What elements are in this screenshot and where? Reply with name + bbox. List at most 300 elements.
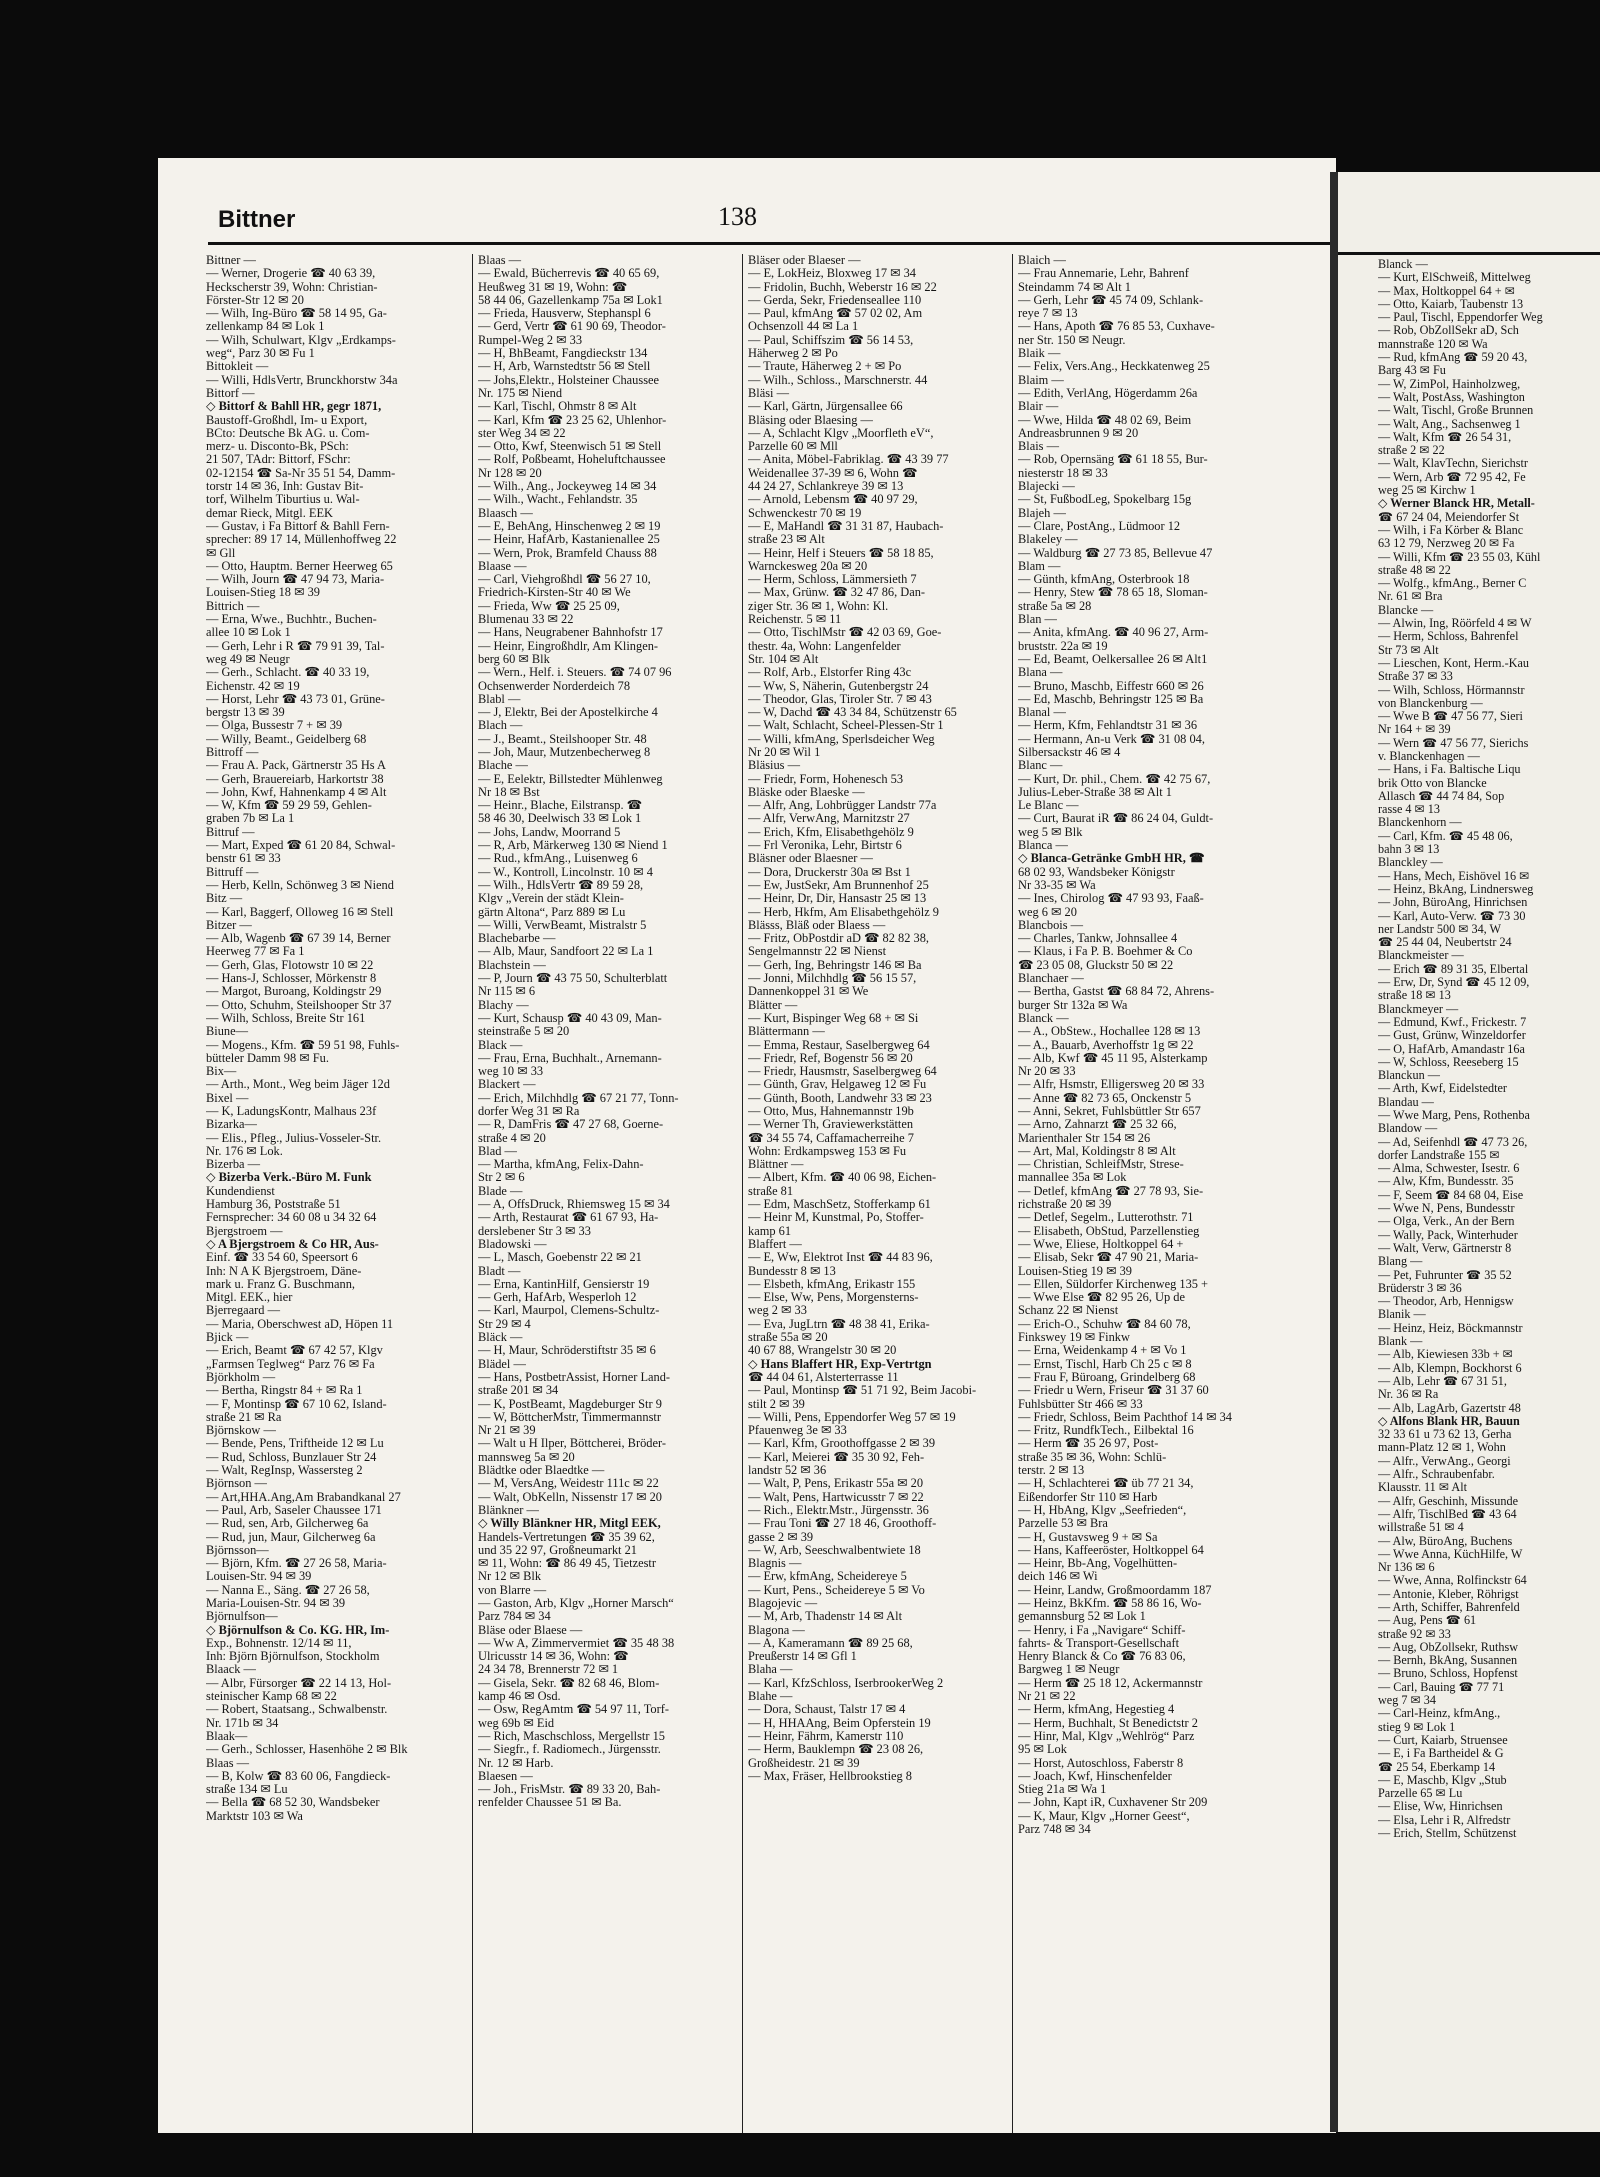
directory-entry-line: — Wern, Prok, Bramfeld Chauss 88 [478,546,657,560]
surname-heading: Bittokleit — [206,360,269,374]
directory-entry-line: deich 146 ✉ Wi [1018,1570,1098,1584]
surname-heading: Blahe — [748,1690,793,1704]
directory-entry-line: Nr. 176 ✉ Lok. [206,1144,283,1158]
surname-heading: Blätter — [748,998,798,1012]
directory-entry-line: weg 7 ✉ 34 [1378,1694,1436,1708]
directory-entry-line: — Heinz, BkAng, Lindnersweg [1378,882,1534,896]
column-divider [742,254,743,2133]
directory-entry-line: 02-12154 ☎ Sa-Nr 35 51 54, Damm- [206,466,396,480]
surname-heading: Blanal — [1018,706,1066,720]
directory-entry-line: — Björn, Kfm. ☎ 27 26 58, Maria- [206,1557,387,1571]
directory-entry-line: — W, BöttcherMstr, Timmermannstr [478,1410,661,1424]
directory-entry-line: — Edm, MaschSetz, Stofferkamp 61 [748,1198,931,1212]
directory-entry-line: straße 35 ✉ 36, Wohn: Schlü- [1018,1450,1167,1464]
directory-entry-line: — Heinr, Dr, Dir, Hansastr 25 ✉ 13 [748,892,927,906]
directory-entry-line: Louisen-Stieg 18 ✉ 39 [206,586,320,600]
surname-heading: Blaack — [206,1663,256,1677]
directory-entry-line: — W, ZimPol, Hainholzweg, [1378,377,1521,391]
directory-entry-line: dorfer Landstraße 155 ✉ [1378,1148,1500,1162]
directory-entry-line: — Arth, Schiffer, Bahrenfeld [1378,1600,1520,1614]
directory-entry-line: — Frau Annemarie, Lehr, Bahrenf [1018,267,1189,281]
directory-entry-line: — Paul, Tischl, Eppendorfer Weg [1378,311,1543,325]
directory-entry-line: — Ad, Seifenhdl ☎ 47 73 26, [1378,1135,1528,1149]
facing-page [1338,172,1600,2132]
directory-entry-line: — Henry, i Fa „Navigare“ Schiff- [1018,1623,1186,1637]
directory-entry-line: — Erw, kfmAng, Scheidereye 5 [748,1570,907,1584]
directory-entry-line: — Frieda, Hausverw, Stephanspl 6 [478,307,651,321]
directory-entry-line: — Friedr u Wern, Friseur ☎ 31 37 60 [1018,1384,1209,1398]
directory-entry-line: ☎ 25 44 04, Neubertstr 24 [1378,936,1512,950]
directory-entry-line: — J., Beamt., Steilshooper Str. 48 [478,732,647,746]
directory-entry-line: — Karl, Kfm, Groothoffgasse 2 ✉ 39 [748,1437,936,1451]
directory-entry-line: Nr. 36 ✉ Ra [1378,1388,1439,1402]
directory-entry-line: Parz 748 ✉ 34 [1018,1823,1091,1837]
directory-entry-line: — O, HafArb, Amandastr 16a [1378,1042,1525,1056]
surname-heading: Biune— [206,1025,248,1039]
directory-entry-line: Parz 784 ✉ 34 [478,1610,551,1624]
directory-entry-line: — Gerh, Ing, Behringstr 146 ✉ Ba [748,958,922,972]
directory-entry-line: — Erich, Milchhdlg ☎ 67 21 77, Tonn- [478,1091,679,1105]
directory-entry-line: Kundendienst [206,1184,275,1198]
directory-entry-line: — Heinr, Bb-Ang, Vogelhütten- [1018,1557,1178,1571]
directory-entry-line: Eichenstr. 42 ✉ 19 [206,679,300,693]
directory-entry-line: — Wilh., HdlsVertr ☎ 89 59 28, [478,878,644,892]
directory-entry-line: — Friedr, Schloss, Beim Pachthof 14 ✉ 34 [1018,1410,1232,1424]
directory-entry-line: — Horst, Autoschloss, Faberstr 8 [1018,1756,1184,1770]
directory-entry-line: — Karl, Maurpol, Clemens-Schultz- [478,1304,660,1318]
directory-entry-line: — H, Gustavsweg 9 + ✉ Sa [1018,1530,1158,1544]
directory-entry-line: — Paul, Schiffszim ☎ 56 14 53, [748,333,914,347]
directory-entry-line: torf, Wilhelm Tiburtius u. Wal- [206,493,360,507]
directory-entry-line: steinischer Kamp 68 ✉ 22 [206,1690,337,1704]
surname-heading: Blach — [478,719,523,733]
directory-entry-line: Nr 164 + ✉ 39 [1378,723,1451,737]
facing-header-rule [1338,252,1600,255]
directory-entry-line: — Rud, jun, Maur, Gilcherweg 6a [206,1530,376,1544]
directory-entry-line: Brüderstr 3 ✉ 36 [1378,1281,1462,1295]
directory-entry-line: — Wilh, Journ ☎ 47 94 73, Maria- [206,573,385,587]
directory-entry-line: — Wwe Else ☎ 82 95 26, Up de [1018,1291,1185,1305]
directory-entry-line: Louisen-Stieg 19 ✉ 39 [1018,1264,1132,1278]
directory-entry-line: — Heinr., Blache, Eilstransp. ☎ [478,799,643,813]
directory-entry-line: — Wern., Helf. i. Steuers. ☎ 74 07 96 [478,666,672,680]
surname-heading: Bittruf — [206,825,255,839]
column-4 [1018,254,1280,2133]
directory-entry-line: — R, Arb, Märkerweg 130 ✉ Niend 1 [478,839,668,853]
surname-heading: Blais — [1018,440,1059,454]
directory-entry-line: — Nanna E., Säng. ☎ 27 26 58, [206,1583,370,1597]
directory-entry-line: — Walt, RegInsp, Wassersteg 2 [206,1464,363,1478]
directory-entry-line: — Wilh., Ang., Jockeyweg 14 ✉ 34 [478,480,657,494]
surname-heading: Bizerba — [206,1158,261,1172]
directory-entry-line: — Karl, Tischl, Ohmstr 8 ✉ Alt [478,400,637,414]
directory-entry-line: — Max, Holtkoppel 64 + ✉ [1378,284,1515,298]
surname-heading: Blädel — [478,1357,526,1371]
directory-entry-line: — Karl, Kfm ☎ 23 25 62, Uhlenhor- [478,413,667,427]
directory-entry-line: — Otto, Hauptm. Berner Heerweg 65 [206,559,393,573]
directory-entry-line: — Mogens., Kfm. ☎ 59 51 98, Fuhls- [206,1038,400,1052]
directory-entry-line: — Wern, Arb ☎ 72 95 42, Fe [1378,470,1526,484]
directory-entry-line: — H, BhBeamt, Fangdieckstr 134 [478,347,648,361]
directory-entry-line: — Wwe, Anna, Rolfinckstr 64 [1378,1574,1527,1588]
directory-entry-line: Finkswey 19 ✉ Finkw [1018,1331,1130,1345]
surname-heading: Bläsing oder Blaesing — [748,413,873,427]
directory-entry-line: — A., Bauarb, Averhoffstr 1g ✉ 22 [1018,1038,1194,1052]
directory-entry-line: — Arno, Zahnarzt ☎ 25 32 66, [1018,1118,1177,1132]
directory-entry-line: niesterstr 18 ✉ 33 [1018,466,1108,480]
directory-entry-line: — Fridolin, Buchh, Weberstr 16 ✉ 22 [748,280,937,294]
directory-entry-line: — H, HbAng, Klgv „Seefrieden“, [1018,1503,1187,1517]
directory-entry-line: — John, BüroAng, Hinrichsen [1378,896,1528,910]
directory-entry-line: — Gerh, Brauereiarb, Harkortstr 38 [206,772,384,786]
directory-entry-line: steinstraße 5 ✉ 20 [478,1025,570,1039]
surname-heading: Blättermann — [748,1025,825,1039]
directory-entry-line: weg 2 ✉ 33 [748,1304,807,1318]
directory-entry-line: Schanz 22 ✉ Nienst [1018,1304,1119,1318]
directory-entry-line: — Willi, HdlsVertr, Brunckhorstw 34a [206,373,398,387]
directory-entry-line: — Alfr., VerwAng., Georgi [1378,1454,1511,1468]
surname-heading: Blaas — [206,1756,250,1770]
directory-entry-line: Andreasbrunnen 9 ✉ 20 [1018,426,1139,440]
directory-entry-line: Nr 33-35 ✉ Wa [1018,878,1096,892]
directory-entry-line: — Wwe, Hilda ☎ 48 02 69, Beim [1018,413,1192,427]
directory-entry-line: willstraße 51 ✉ 4 [1378,1521,1464,1535]
directory-entry-line: Inh: N A K Bjergstroem, Däne- [206,1264,362,1278]
directory-entry-line: — E, LokHeiz, Bloxweg 17 ✉ 34 [748,267,916,281]
directory-entry-line: — H, HHAAng, Beim Opferstein 19 [748,1716,931,1730]
directory-entry-line: — Otto, Kaiarb, Taubenstr 13 [1378,297,1524,311]
directory-entry-line: Maria-Louisen-Str. 94 ✉ 39 [206,1596,346,1610]
surname-heading: Black — [478,1038,523,1052]
directory-entry-line: — M, VersAng, Weidestr 111c ✉ 22 [478,1477,659,1491]
surname-heading: Blänkner — [478,1503,539,1517]
directory-entry-line: straße 23 ✉ Alt [748,533,825,547]
directory-entry-line: derslebener Str 3 ✉ 33 [478,1224,591,1238]
directory-entry-line: — Otto, Kwf, Steenwisch 51 ✉ Stell [478,440,662,454]
directory-entry-line: Sengelmannstr 22 ✉ Nienst [748,945,887,959]
directory-entry-line: Barg 43 ✉ Fu [1378,364,1446,378]
directory-entry-line: — Walt, Schlacht, Scheel-Plessen-Str 1 [748,719,944,733]
directory-entry-line: richstraße 20 ✉ 39 [1018,1198,1112,1212]
directory-entry-line: Heckscherstr 39, Wohn: Christian- [206,280,378,294]
directory-entry-line: — Friedr, Form, Hohenesch 53 [748,772,904,786]
directory-entry-line: Str. 104 ✉ Alt [748,652,819,666]
directory-entry-line: — Wwe Marg, Pens, Rothenba [1378,1109,1530,1122]
directory-entry-line: Fuhlsbütter Str 466 ✉ 33 [1018,1397,1143,1411]
directory-entry-line: Fernsprecher: 34 60 08 u 34 32 64 [206,1211,377,1225]
directory-entry-line: — Bruno, Schloss, Hopfenst [1378,1667,1518,1681]
directory-entry-line: Parzelle 65 ✉ Lu [1378,1787,1463,1801]
directory-entry-line: Großheidestr. 21 ✉ 39 [748,1756,860,1770]
directory-entry-line: — Klaus, i Fa P. B. Boehmer & Co [1018,945,1193,959]
directory-entry-line: — Alfr., Schraubenfabr. [1378,1468,1495,1482]
directory-entry-line: — Dora, Schaust, Talstr 17 ✉ 4 [748,1703,906,1717]
directory-entry-line: Parzelle 53 ✉ Bra [1018,1517,1108,1531]
directory-entry-line: — Herm, Bauklempn ☎ 23 08 26, [748,1743,924,1757]
directory-entry-line: allee 10 ✉ Lok 1 [206,626,291,640]
directory-entry-line: — Edmund, Kwf., Frickestr. 7 [1378,1015,1527,1029]
surname-heading: Blaim — [1018,373,1064,387]
surname-heading: Blanckmeyer — [1378,1002,1459,1016]
surname-heading: Bläsner oder Blaesner — [748,852,873,866]
directory-entry-line: — Curt, Kaiarb, Struensee [1378,1733,1508,1747]
surname-heading: Blanc — [1018,759,1063,773]
directory-entry-line: Louisen-Str. 94 ✉ 39 [206,1570,312,1584]
directory-entry-line: Str 29 ✉ 4 [478,1317,531,1331]
directory-entry-line: 24 34 78, Brennerstr 72 ✉ 1 [478,1663,619,1677]
directory-entry-line: Mitgl. EEK., hier [206,1291,293,1305]
directory-entry-line: — Joach, Kwf, Hinschenfelder [1018,1769,1172,1783]
directory-entry-line: — Herm ☎ 25 18 12, Ackermannstr [1018,1676,1203,1690]
directory-entry-line: — Wilh, Schulwart, Klgv „Erdkamps- [206,333,396,347]
directory-entry-line: — Rich., Elektr.Mstr., Jürgensstr. 36 [748,1503,929,1517]
directory-entry-line: — Wwe, Eliese, Holtkoppel 64 + [1018,1237,1184,1251]
directory-entry-line: ner Str. 150 ✉ Neugr. [1018,333,1126,347]
directory-entry-line: Klausstr. 11 ✉ Alt [1378,1481,1467,1495]
directory-entry-line: — Herb, Kelln, Schönweg 3 ✉ Niend [206,878,394,892]
directory-entry-line: Steindamm 74 ✉ Alt 1 [1018,280,1131,294]
directory-entry-line: — Johs,Elektr., Holsteiner Chaussee [478,373,660,387]
directory-entry-line: — Henry, Stew ☎ 78 65 18, Sloman- [1018,586,1208,600]
directory-entry-line: — Alb, Kwf ☎ 45 11 95, Alsterkamp [1018,1051,1208,1065]
surname-heading: Blanik — [1378,1308,1426,1322]
directory-entry-line: — Elisab, Sekr ☎ 47 90 21, Maria- [1018,1251,1199,1265]
directory-entry-line: Nr 128 ✉ 20 [478,466,542,480]
directory-entry-line: Handels-Vertretungen ☎ 35 39 62, [478,1530,655,1544]
directory-entry-line: — Waldburg ☎ 27 73 85, Bellevue 47 [1018,546,1213,560]
directory-entry-line: mannallee 35a ✉ Lok [1018,1171,1127,1185]
directory-entry-line: — Detlef, Segelm., Lutterothstr. 71 [1018,1211,1194,1225]
directory-entry-line: gärtn Altona“, Parz 889 ✉ Lu [478,905,626,919]
directory-entry-line: — Gaston, Arb, Klgv „Horner Marsch“ [478,1596,674,1610]
directory-entry-line: — Ew, JustSekr, Am Brunnenhof 25 [748,878,929,892]
directory-page [158,158,1336,2133]
directory-entry-line: — Jonni, Milchhdlg ☎ 56 15 57, [748,972,917,986]
directory-entry-line: — Rob, ObZollSekr aD, Sch [1378,324,1519,338]
surname-heading: Bittroff — [206,745,259,759]
directory-entry-line: — Albert, Kfm. ☎ 40 06 98, Eichen- [748,1171,937,1185]
directory-entry-line: — Ines, Chirolog ☎ 47 93 93, Faaß- [1018,892,1204,906]
directory-entry-line: Inh: Björn Björnulfson, Stockholm [206,1650,380,1664]
directory-entry-line: — Alfr, TischlBed ☎ 43 64 [1378,1507,1517,1521]
directory-entry-line: — Erna, Weidenkamp 4 + ✉ Vo 1 [1018,1344,1187,1358]
surname-heading: Bittner — [206,254,256,267]
directory-entry-line: — Johs, Landw, Moorrand 5 [478,825,621,839]
directory-entry-line: — Olga, Bussestr 7 + ✉ 39 [206,719,343,733]
directory-entry-line: — Heinr, Landw, Großmoordamm 187 [1018,1583,1212,1597]
directory-entry-line: — Hans, Neugrabener Bahnhofstr 17 [478,626,663,640]
directory-entry-line: — Arth, Restaurat ☎ 61 67 93, Ha- [478,1211,659,1225]
directory-entry-line: Warnckesweg 20a ✉ 20 [748,559,868,573]
surname-heading: Blackert — [478,1078,536,1092]
directory-entry-line: Allasch ☎ 44 74 84, Sop [1378,789,1505,803]
directory-entry-line: — Gerda, Sekr, Friedenseallee 110 [748,293,922,307]
directory-entry-line: — Walt, KlavTechn, Sierichstr [1378,457,1528,471]
column-3 [748,254,1010,2133]
columns-area [206,254,1336,2133]
directory-entry-line: bergstr 13 ✉ 39 [206,706,285,720]
directory-entry-line: 63 12 79, Nerzweg 20 ✉ Fa [1378,537,1515,551]
directory-entry-line: — Rolf, Arb., Elstorfer Ring 43c [748,666,912,680]
directory-entry-line: Marienthaler Str 154 ✉ 26 [1018,1131,1151,1145]
directory-entry-line: 58 44 06, Gazellenkamp 75a ✉ Lok1 [478,293,663,307]
directory-entry-line: — Mart, Exped ☎ 61 20 84, Schwal- [206,839,396,853]
directory-entry-line: — Traute, Häherweg 2 + ✉ Po [748,360,902,374]
directory-entry-line: renfelder Chaussee 51 ✉ Ba. [478,1796,622,1810]
directory-entry-line: brik Otto von Blancke [1378,776,1487,790]
directory-entry-line: — Ellen, Süldorfer Kirchenweg 135 + [1018,1277,1209,1291]
directory-entry-line: Marktstr 103 ✉ Wa [206,1809,303,1823]
directory-entry-line: — Emma, Restaur, Saselbergweg 64 [748,1038,930,1052]
directory-entry-line: — Clare, PostAng., Lüdmoor 12 [1018,519,1181,533]
surname-heading: Blagona — [748,1623,805,1637]
directory-entry-line: Klgv „Verein der städt Klein- [478,892,624,906]
directory-entry-line: — A., ObStew., Hochallee 128 ✉ 13 [1018,1025,1201,1039]
directory-entry-line: Rumpel-Weg 2 ✉ 33 [478,333,583,347]
directory-entry-line: — Günth, kfmAng, Osterbrook 18 [1018,573,1190,587]
directory-entry-line: — Gerh, Glas, Flotowstr 10 ✉ 22 [206,958,374,972]
directory-entry-line: — F, Seem ☎ 84 68 04, Eise [1378,1188,1524,1202]
directory-entry-line: kamp 46 ✉ Osd. [478,1690,561,1704]
directory-entry-line: — John, Kwf, Hahnenkamp 4 ✉ Alt [206,785,387,799]
directory-entry-line: Eißendorfer Str 110 ✉ Harb [1018,1490,1158,1504]
directory-entry-line: Nr. 61 ✉ Bra [1378,590,1443,604]
directory-entry-line: — Arth., Mont., Weg beim Jäger 12d [206,1078,390,1092]
directory-entry-line: — Gisela, Sekr. ☎ 82 68 46, Blom- [478,1676,660,1690]
directory-entry-line: — Wolfg., kfmAng., Berner C [1378,577,1527,591]
directory-entry-line: — Max, Fräser, Hellbrookstieg 8 [748,1769,912,1783]
directory-entry-line: — Wilh, Schloss, Breite Str 161 [206,1011,366,1025]
directory-entry-line: — H, Maur, Schröderstiftstr 35 ✉ 6 [478,1344,656,1358]
directory-entry-line: Dannenkoppel 31 ✉ We [748,985,869,999]
surname-heading: von Blanckenburg — [1378,696,1483,710]
directory-entry-line: mann-Platz 12 ✉ 1, Wohn [1378,1441,1506,1455]
surname-heading: von Blarre — [478,1583,547,1597]
directory-entry-line: — Kurt, Pens., Scheidereye 5 ✉ Vo [748,1583,925,1597]
directory-entry-line: — Dora, Druckerstr 30a ✉ Bst 1 [748,865,911,879]
directory-entry-line: — Hermann, An-u Verk ☎ 31 08 04, [1018,732,1205,746]
column-divider [472,254,473,2133]
directory-entry-line: — Arth, Kwf, Eidelstedter [1378,1082,1507,1096]
surname-heading: Blaak— [206,1729,248,1743]
directory-entry-line: graben 7b ✉ La 1 [206,812,295,826]
directory-entry-line: — Aug, Pens ☎ 61 [1378,1614,1477,1628]
directory-entry-line: Wohn: Erdkampsweg 153 ✉ Fu [748,1144,907,1158]
directory-entry-line: straße 5a ✉ 28 [1018,599,1092,613]
directory-entry-line: — Alfr, Hsmstr, Elligersweg 20 ✉ 33 [1018,1078,1205,1092]
directory-entry-line: fahrts- & Transport-Gesellschaft [1018,1636,1180,1650]
directory-entry-line: — Rud., kfmAng., Luisenweg 6 [478,852,638,866]
directory-entry-line: — Walt, Pens, Hartwicusstr 7 ✉ 22 [748,1490,924,1504]
surname-heading: Bladt — [478,1264,521,1278]
directory-entry-line: — Wwe Anna, KüchHilfe, W [1378,1547,1523,1561]
directory-entry-line: benstr 61 ✉ 33 [206,852,281,866]
directory-entry-line: Heerweg 77 ✉ Fa 1 [206,945,305,959]
surname-heading: Blajecki — [1018,480,1075,494]
directory-entry-line: — Willy, Beamt., Geidelberg 68 [206,732,367,746]
directory-entry-line: — Albr, Fürsorger ☎ 22 14 13, Hol- [206,1676,392,1690]
surname-heading: Blancke — [1378,603,1434,617]
directory-entry-line: — Frl Veronika, Lehr, Birtstr 6 [748,839,902,853]
directory-entry-line: — Paul, kfmAng ☎ 57 02 02, Am [748,307,923,321]
directory-entry-line: straße 18 ✉ 13 [1378,989,1451,1003]
directory-entry-line: — Gerh, HafArb, Wesperloh 12 [478,1291,637,1305]
surname-heading: Blaich — [1018,254,1066,267]
directory-entry-line: — Otto, Mus, Hahnemannstr 19b [748,1105,914,1118]
directory-entry-line: Stieg 21a ✉ Wa 1 [1018,1783,1107,1797]
directory-entry-line: — Osw, RegAmtm ☎ 54 97 11, Torf- [478,1703,670,1717]
directory-entry-line: — L, Masch, Goebenstr 22 ✉ 21 [478,1251,642,1265]
directory-entry-line: Friedrich-Kirsten-Str 40 ✉ We [478,586,631,600]
directory-entry-line: zellenkamp 84 ✉ Lok 1 [206,320,325,334]
directory-entry-line: — Günth, Booth, Landwehr 33 ✉ 23 [748,1091,932,1105]
directory-entry-line: — Hans, Apoth ☎ 76 85 53, Cuxhave- [1018,320,1215,334]
surname-heading: Bläse oder Blaese — [478,1623,583,1637]
directory-entry-line: — Aug, ObZollsekr, Ruthsw [1378,1640,1519,1654]
directory-entry-line: — W, Dachd ☎ 43 34 84, Schützenstr 65 [748,706,957,720]
directory-entry-line: — Alb, Kiewiesen 33b + ✉ [1378,1348,1513,1362]
surname-heading: Blachstein — [478,958,546,972]
directory-entry-line: — Rud, Schloss, Bunzlauer Str 24 [206,1450,377,1464]
directory-entry-line: Ochsenwerder Norderdeich 78 [478,679,631,693]
directory-entry-line: — Elis., Pfleg., Julius-Vosseler-Str. [206,1131,382,1145]
surname-heading: Bläser oder Blaeser — [748,254,861,267]
directory-entry-line: — Wilh, Schloss, Hörmannstr [1378,683,1525,697]
directory-entry-line: — Friedr, Ref, Bogenstr 56 ✉ 20 [748,1051,913,1065]
directory-entry-line: thestr. 4a, Wohn: Langenfelder [748,639,901,653]
directory-entry-line: — A, Kameramann ☎ 89 25 68, [748,1636,913,1650]
surname-heading: Blandow — [1378,1122,1438,1136]
column-1 [206,254,468,2133]
surname-heading: Blaesen — [478,1769,533,1783]
directory-entry-line: weg 5 ✉ Blk [1018,825,1083,839]
directory-entry-line: — K, PostBeamt, Magdeburger Str 9 [478,1397,662,1411]
surname-heading: Bitzer — [206,918,252,932]
directory-entry-line: — Martha, kfmAng, Felix-Dahn- [478,1158,644,1172]
directory-entry-line: — Herm, Kfm, Fehlandtstr 31 ✉ 36 [1018,719,1198,733]
directory-entry-line: — Elisabeth, ObStud, Parzellenstieg [1018,1224,1200,1238]
directory-entry-line: 40 67 88, Wrangelstr 30 ✉ 20 [748,1344,897,1358]
directory-entry-line: — Willi, kfmAng, Sperlsdeicher Weg [748,732,935,746]
directory-entry-line: — Alb, Klempn, Bockhorst 6 [1378,1361,1522,1375]
directory-entry-line: — E, Ww, Elektrot Inst ☎ 44 83 96, [748,1251,933,1265]
directory-entry-line: Hamburg 36, Poststraße 51 [206,1198,341,1212]
surname-heading: Blaik — [1018,347,1061,361]
surname-heading: Blanckun — [1378,1069,1440,1083]
directory-entry-line: Häherweg 2 ✉ Po [748,347,838,361]
surname-heading: Bläck — [478,1331,523,1345]
directory-entry-line: — Kurt, Schausp ☎ 40 43 09, Man- [478,1011,662,1025]
directory-entry-line: — Wern ☎ 47 56 77, Sierichs [1378,736,1529,750]
directory-entry-line: ◇ Werner Blanck HR, Metall- [1378,497,1535,511]
directory-entry-line: — Bella ☎ 68 52 30, Wandsbeker [206,1796,380,1810]
directory-entry-line: — Hans, Mech, Eishövel 16 ✉ [1378,869,1530,883]
directory-entry-line: — Art, Mal, Koldingstr 8 ✉ Alt [1018,1144,1176,1158]
directory-entry-line: ☎ 23 05 08, Gluckstr 50 ✉ 22 [1018,958,1174,972]
surname-heading: Blakeley — [1018,533,1078,547]
directory-entry-line: torstr 14 ✉ 36, Inh: Gustav Bit- [206,480,364,494]
directory-entry-line: — F, Montinsp ☎ 67 10 62, Island- [206,1397,387,1411]
directory-entry-line: — Olga, Verk., An der Bern [1378,1215,1515,1229]
directory-entry-line: — Hans, Kaffeeröster, Holtkoppel 64 [1018,1543,1204,1557]
surname-heading: Blaase — [478,559,527,573]
directory-entry-line: Nr 136 ✉ 6 [1378,1561,1435,1575]
directory-entry-line: straße 48 ✉ 22 [1378,563,1451,577]
surname-heading: Bjick — [206,1331,249,1345]
directory-entry-line: — Walt, Ang., Sachsenweg 1 [1378,417,1521,431]
directory-entry-line: — Rud, kfmAng ☎ 59 20 43, [1378,351,1528,365]
directory-entry-line: mark u. Franz G. Buschmann, [206,1277,356,1291]
